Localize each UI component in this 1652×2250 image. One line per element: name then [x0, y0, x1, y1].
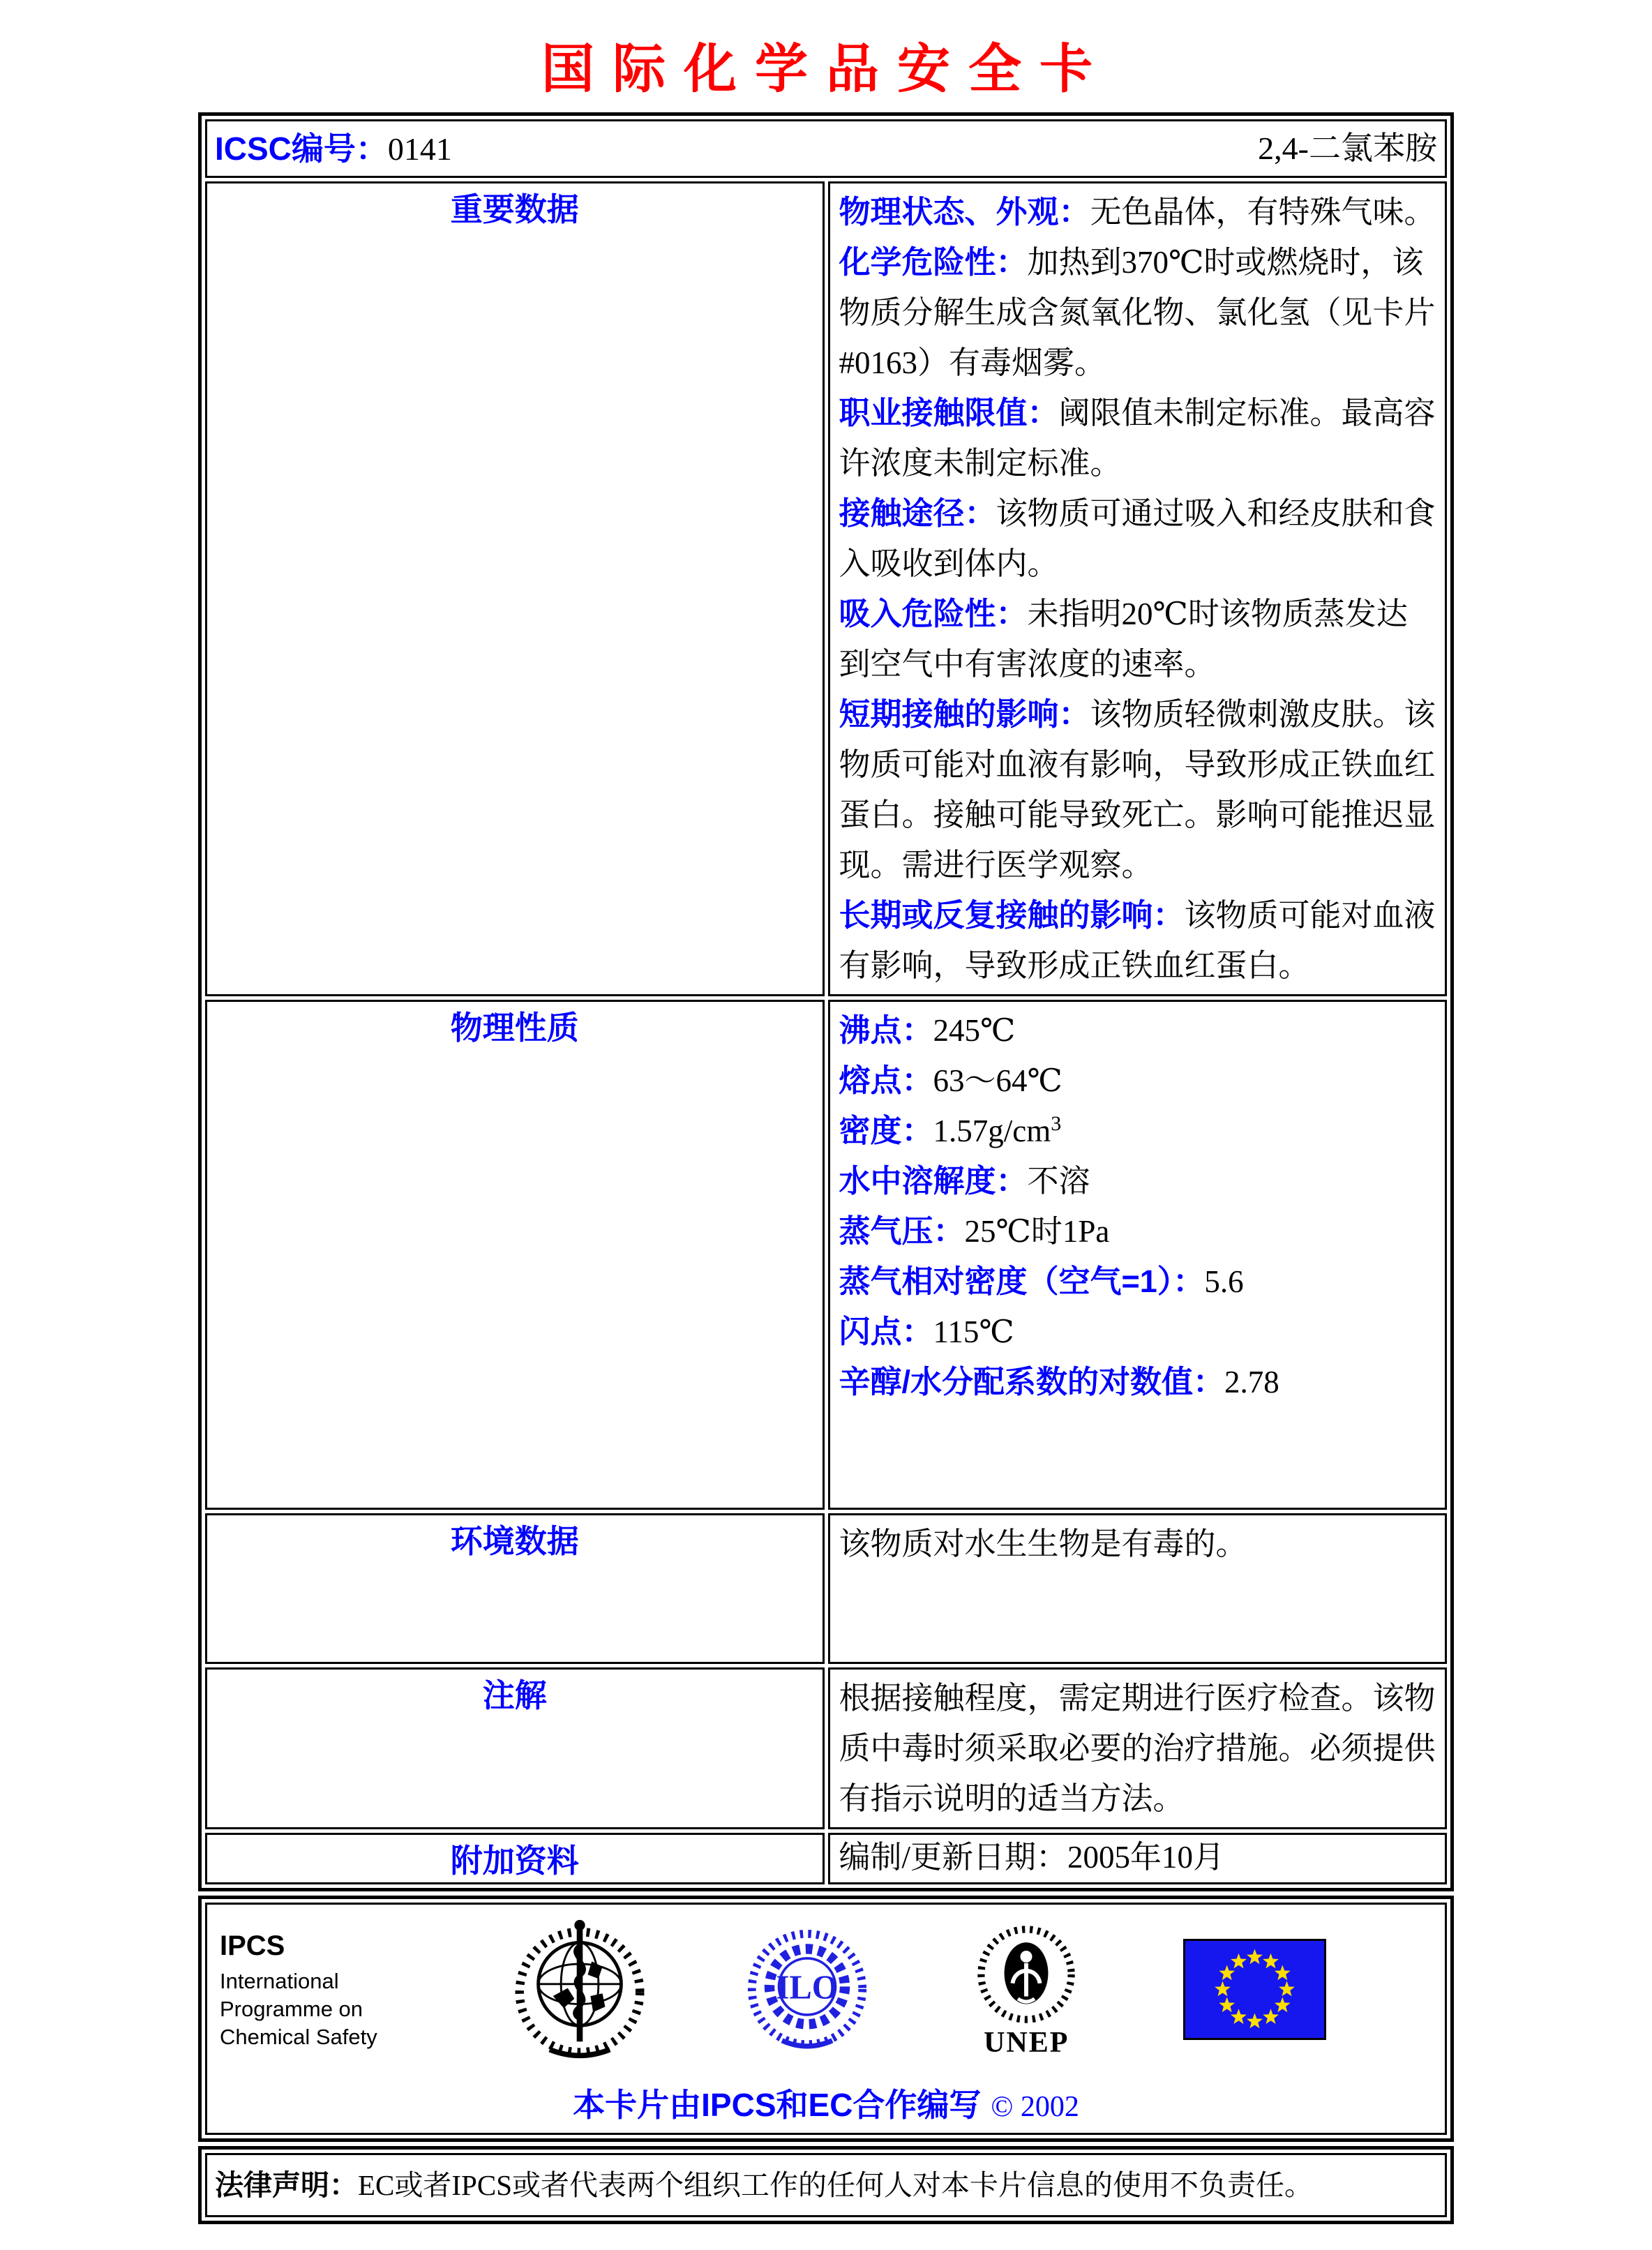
- page-title: 国际化学品安全卡: [541, 40, 1111, 99]
- eu-flag-icon: [1183, 1939, 1326, 2043]
- section-label-additional: 附加资料: [450, 1843, 579, 1879]
- legal-notice-table: [198, 2146, 1454, 2224]
- vapor-pressure-row: [839, 1206, 1436, 1257]
- compile-date-text: 编制/更新日期：2005年10月: [839, 1840, 1225, 1875]
- vapor-density-row: [839, 1257, 1436, 1307]
- partition-coefficient-row: [839, 1357, 1436, 1407]
- logo-row: [214, 1914, 1438, 2064]
- field-label: 辛醇/水分配系数的对数值：: [839, 1364, 1225, 1400]
- page: [0, 27, 1652, 2224]
- logo-caption: [214, 2080, 1438, 2126]
- field-label: 职业接触限值：: [839, 395, 1059, 430]
- ipcs-subtitle-line: Chemical Safety: [220, 2025, 377, 2049]
- card-header-row: [205, 119, 1447, 178]
- boiling-point-row: [839, 1005, 1436, 1056]
- field-value: 不溶: [1027, 1164, 1090, 1199]
- density-row: [839, 1106, 1436, 1156]
- legal-notice: [208, 2156, 1444, 2214]
- field-label: 短期接触的影响：: [839, 696, 1090, 732]
- section-label-environment: 环境数据: [450, 1523, 579, 1559]
- ipcs-title: IPCS: [220, 1930, 285, 1961]
- field-value: 加热到370℃时或燃烧时，该物质分解生成含氮氧化物、氯化氢（见卡片#0163）有毒烟雾。: [839, 245, 1436, 380]
- field-value: 115℃: [933, 1314, 1014, 1349]
- field-value: 该物质轻微刺激皮肤。该物质可能对血液有影响，导致形成正铁血红蛋白。接触可能导致死亡。影响可能推迟显现。需进行医学观察。: [839, 697, 1436, 883]
- section-label-important: 重要数据: [450, 191, 579, 227]
- field-label: 吸入危险性：: [839, 596, 1028, 631]
- physical-state-row: [839, 187, 1436, 237]
- icsc-number-label: ICSC编号：: [215, 130, 388, 167]
- field-value: 63～64℃: [933, 1063, 1062, 1098]
- legal-text: EC或者IPCS或者代表两个组织工作的任何人对本卡片信息的使用不负责任。: [358, 2169, 1313, 2201]
- important-data-section: [205, 181, 1447, 996]
- water-solubility-row: [839, 1156, 1436, 1206]
- section-label-physical: 物理性质: [450, 1010, 579, 1046]
- field-value: 未指明20℃时该物质蒸发达到空气中有害浓度的速率。: [839, 597, 1408, 682]
- legal-label: 法律声明：: [215, 2169, 358, 2201]
- density-superscript: 3: [1051, 1112, 1062, 1135]
- unep-label: UNEP: [984, 2027, 1069, 2059]
- physical-properties-content: [831, 1003, 1445, 1507]
- caption-text: 本卡片由IPCS和EC合作编写: [573, 2087, 982, 2123]
- melting-point-row: [839, 1056, 1436, 1106]
- field-label: 物理状态、外观：: [839, 194, 1090, 230]
- logos-table: [198, 1896, 1454, 2142]
- unep-emblem-icon: [967, 1922, 1086, 2027]
- field-label: 蒸气压：: [839, 1213, 965, 1249]
- field-value: 5.6: [1204, 1264, 1244, 1299]
- field-value: 1.57g/cm: [933, 1113, 1051, 1148]
- field-label: 蒸气相对密度（空气=1）：: [839, 1263, 1205, 1299]
- field-value: 245℃: [933, 1013, 1016, 1048]
- exposure-route-row: [839, 488, 1436, 589]
- field-label: 闪点：: [839, 1314, 933, 1349]
- inhalation-risk-row: [839, 589, 1436, 689]
- environment-text: 该物质对水生生物是有毒的。: [839, 1527, 1247, 1561]
- icsc-number: [215, 122, 452, 176]
- field-value: 该物质可能对血液有影响，导致形成正铁血红蛋白。: [839, 898, 1436, 983]
- important-data-content: [831, 184, 1445, 993]
- exposure-limit-row: [839, 388, 1436, 488]
- ipcs-logo-block: [220, 1930, 415, 2051]
- chemical-name: 2,4-二氯苯胺: [1258, 130, 1437, 166]
- field-value: 该物质可通过吸入和经皮肤和食入吸收到体内。: [839, 496, 1436, 581]
- field-label: 接触途径：: [839, 495, 996, 531]
- field-value: 阈限值未制定标准。最高容许浓度未制定标准。: [839, 396, 1436, 481]
- field-value: 2.78: [1224, 1365, 1279, 1400]
- field-value: 25℃时1Pa: [964, 1214, 1110, 1249]
- physical-properties-section: [205, 1000, 1447, 1510]
- who-emblem-icon: [513, 1917, 647, 2064]
- environment-section: [205, 1513, 1447, 1664]
- icsc-card-table: [198, 112, 1454, 1891]
- notes-section: [205, 1667, 1447, 1829]
- icsc-number-value: 0141: [387, 130, 452, 167]
- field-label: 熔点：: [839, 1063, 933, 1098]
- ilo-text: ILO: [775, 1968, 839, 2007]
- ilo-emblem-icon: [744, 1926, 870, 2055]
- chemical-hazard-row: [839, 237, 1436, 388]
- field-label: 长期或反复接触的影响：: [839, 897, 1185, 933]
- short-term-effect-row: [839, 689, 1436, 890]
- field-label: 化学危险性：: [839, 244, 1028, 280]
- ipcs-subtitle-line: Programme on: [220, 1997, 363, 2021]
- section-label-notes: 注解: [482, 1677, 547, 1713]
- field-label: 水中溶解度：: [839, 1163, 1028, 1199]
- long-term-effect-row: [839, 890, 1436, 991]
- field-label: 密度：: [839, 1113, 933, 1148]
- field-value: 无色晶体，有特殊气味。: [1090, 195, 1436, 230]
- field-label: 沸点：: [839, 1012, 933, 1048]
- additional-info-section: [205, 1833, 1447, 1884]
- copyright-text: © 2002: [991, 2091, 1079, 2123]
- ipcs-subtitle-line: International: [220, 1969, 339, 1993]
- flash-point-row: [839, 1307, 1436, 1357]
- notes-text: 根据接触程度，需定期进行医疗检查。该物质中毒时须采取必要的治疗措施。必须提供有指示说明的适当方法。: [839, 1681, 1436, 1816]
- unep-logo: [967, 1922, 1086, 2060]
